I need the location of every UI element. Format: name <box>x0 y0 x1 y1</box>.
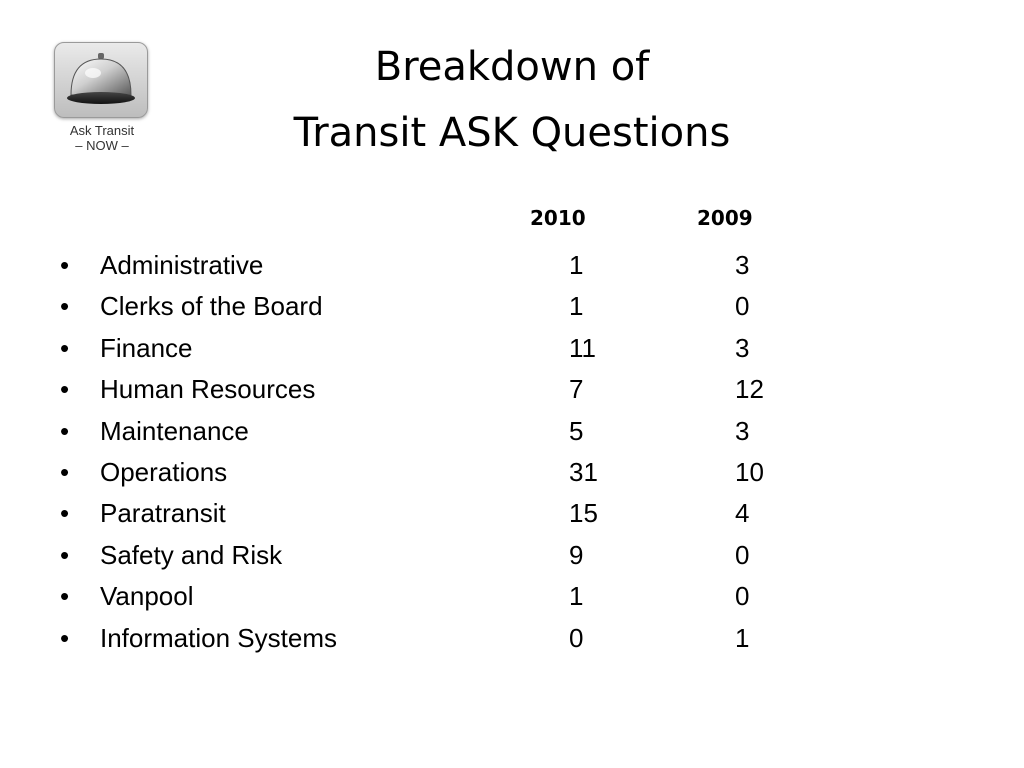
slide-title <box>0 34 1024 166</box>
department-list <box>0 247 900 661</box>
value-2009: 3 <box>735 332 750 363</box>
logo-line-2: – NOW – <box>75 138 129 153</box>
list-item <box>0 454 900 495</box>
value-2009: 0 <box>735 291 750 322</box>
list-item <box>0 578 900 619</box>
bullet: • <box>60 498 70 529</box>
bullet: • <box>60 581 70 612</box>
value-2010: 15 <box>569 498 598 529</box>
bullet: • <box>60 622 70 653</box>
value-2009: 1 <box>735 622 750 653</box>
column-header-2010: 2010 <box>530 206 586 230</box>
value-2009: 3 <box>735 415 750 446</box>
bullet: • <box>60 539 70 570</box>
list-item <box>0 371 900 412</box>
bullet: • <box>60 374 70 405</box>
value-2010: 1 <box>569 291 584 322</box>
value-2009: 4 <box>735 498 750 529</box>
value-2010: 5 <box>569 415 584 446</box>
department-label: Paratransit <box>100 498 226 529</box>
list-item <box>0 537 900 578</box>
value-2010: 1 <box>569 250 584 280</box>
value-2009: 0 <box>735 539 750 570</box>
bullet: • <box>60 332 70 363</box>
value-2009: 3 <box>735 250 750 280</box>
department-label: Operations <box>100 456 228 487</box>
department-label: Information Systems <box>100 622 337 653</box>
title-line-1: Breakdown of <box>374 44 650 90</box>
bullet: • <box>60 291 70 322</box>
value-2009: 10 <box>735 456 764 487</box>
list-item <box>0 495 900 536</box>
bullet: • <box>60 250 70 280</box>
value-2009: 0 <box>735 581 750 612</box>
list-item <box>0 247 900 288</box>
logo-line-1: Ask Transit <box>69 123 135 138</box>
department-label: Vanpool <box>100 581 194 612</box>
value-2009: 12 <box>735 374 764 405</box>
bullet: • <box>60 456 70 487</box>
department-label: Human Resources <box>100 374 316 405</box>
value-2010: 11 <box>569 332 596 363</box>
title-line-2: Transit ASK Questions <box>293 110 731 156</box>
department-label: Administrative <box>100 250 264 280</box>
value-2010: 0 <box>569 622 584 653</box>
list-item <box>0 413 900 454</box>
department-label: Clerks of the Board <box>100 291 323 322</box>
list-item <box>0 620 900 661</box>
column-header-2009: 2009 <box>697 206 753 230</box>
list-item <box>0 288 900 329</box>
bullet: • <box>60 415 70 446</box>
department-label: Finance <box>100 332 193 363</box>
value-2010: 31 <box>569 456 598 487</box>
value-2010: 9 <box>569 539 584 570</box>
value-2010: 7 <box>569 374 584 405</box>
department-label: Safety and Risk <box>100 539 283 570</box>
department-label: Maintenance <box>100 415 249 446</box>
value-2010: 1 <box>569 581 584 612</box>
list-item <box>0 330 900 371</box>
